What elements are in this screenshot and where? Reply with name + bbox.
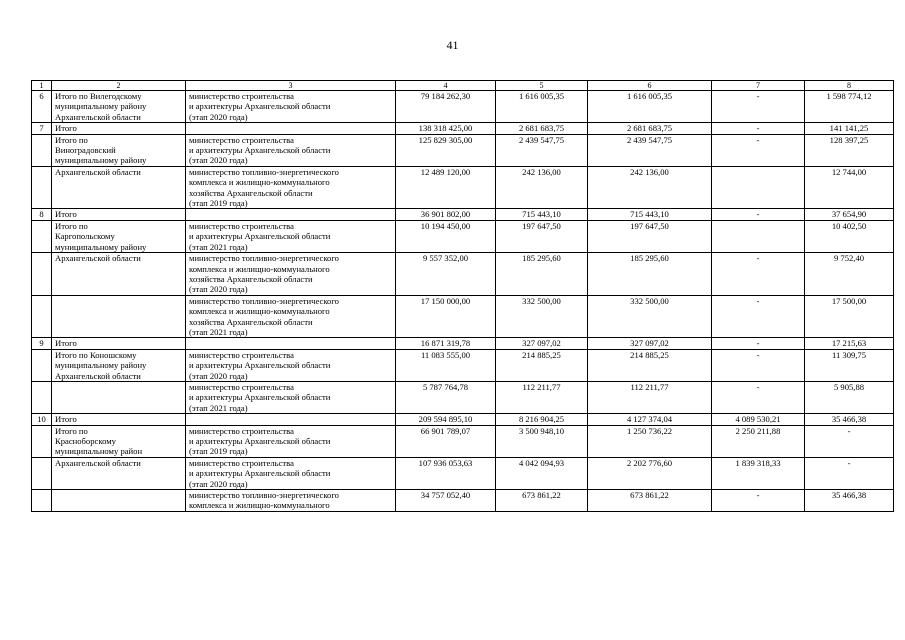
local-cell: 10 402,50	[805, 220, 894, 252]
federal-cell: 4 089 530,21	[712, 414, 805, 425]
total-cell: 125 829 305,00	[396, 134, 496, 166]
budget-cell: 8 216 904,25	[496, 414, 588, 425]
row-number-cell	[32, 134, 52, 166]
table-row	[32, 414, 894, 425]
local-cell: 141 141,25	[805, 123, 894, 134]
row-number-cell	[32, 381, 52, 413]
municipality-cell: Архангельской области	[52, 457, 186, 489]
municipality-cell: Итого по Виноградовский муниципальному району	[52, 134, 186, 166]
federal-cell: -	[712, 490, 805, 512]
total-cell: 12 489 120,00	[396, 166, 496, 209]
municipality-cell: Итого по Каргопольскому муниципальному району	[52, 220, 186, 252]
table-row	[32, 338, 894, 349]
row-number-cell	[32, 253, 52, 296]
page-number: 41	[446, 38, 459, 52]
budget-cell: 715 443,10	[496, 209, 588, 220]
federal-cell: -	[712, 91, 805, 123]
header-cell: 4	[396, 81, 496, 91]
municipality-cell: Итого	[52, 338, 186, 349]
budget-cell: 112 211,77	[496, 381, 588, 413]
budget-cell: 2 681 683,75	[496, 123, 588, 134]
total-cell: 17 150 000,00	[396, 295, 496, 338]
local-cell: 1 598 774,12	[805, 91, 894, 123]
budget-cell: 4 042 094,93	[496, 457, 588, 489]
row-number-cell: 7	[32, 123, 52, 134]
ministry-cell: министерство топливно-энергетического комплекса и жилищно-коммунального хозяйства Архангельской области (этап 2020 года)	[186, 253, 396, 296]
ministry-cell: министерство строительства и архитектуры Архангельской области (этап 2020 года)	[186, 457, 396, 489]
row-number-cell	[32, 349, 52, 381]
row-number-cell	[32, 166, 52, 209]
budget-cell: 197 647,50	[496, 220, 588, 252]
budget-cell: 327 097,02	[496, 338, 588, 349]
row-number-cell	[32, 457, 52, 489]
local-cell: 37 654,90	[805, 209, 894, 220]
total-cell: 16 871 319,78	[396, 338, 496, 349]
municipality-cell: Итого	[52, 209, 186, 220]
regional-cell: 673 861,22	[588, 490, 712, 512]
budget-cell: 214 885,25	[496, 349, 588, 381]
local-cell: 128 397,25	[805, 134, 894, 166]
regional-cell: 715 443,10	[588, 209, 712, 220]
total-cell: 11 083 555,00	[396, 349, 496, 381]
federal-cell: -	[712, 123, 805, 134]
local-cell: 17 500,00	[805, 295, 894, 338]
federal-cell: -	[712, 381, 805, 413]
table-row	[32, 123, 894, 134]
total-cell: 36 901 802,00	[396, 209, 496, 220]
regional-cell: 185 295,60	[588, 253, 712, 296]
regional-cell: 112 211,77	[588, 381, 712, 413]
table-row	[32, 425, 894, 457]
ministry-cell: министерство строительства и архитектуры Архангельской области (этап 2021 года)	[186, 381, 396, 413]
regional-cell: 332 500,00	[588, 295, 712, 338]
ministry-cell: министерство строительства и архитектуры Архангельской области (этап 2021 года)	[186, 220, 396, 252]
header-cell: 1	[32, 81, 52, 91]
municipality-cell: Архангельской области	[52, 253, 186, 296]
row-number-cell: 10	[32, 414, 52, 425]
header-cell: 8	[805, 81, 894, 91]
local-cell: 9 752,40	[805, 253, 894, 296]
ministry-cell: министерство топливно-энергетического комплекса и жилищно-коммунального	[186, 490, 396, 512]
budget-cell: 2 439 547,75	[496, 134, 588, 166]
header-cell: 7	[712, 81, 805, 91]
local-cell: 17 215,63	[805, 338, 894, 349]
ministry-cell	[186, 209, 396, 220]
row-number-cell: 6	[32, 91, 52, 123]
federal-cell: -	[712, 253, 805, 296]
regional-cell: 327 097,02	[588, 338, 712, 349]
row-number-cell	[32, 220, 52, 252]
municipality-cell: Итого по Коношскому муниципальному району Архангельской области	[52, 349, 186, 381]
regional-cell: 2 202 776,60	[588, 457, 712, 489]
table-row	[32, 220, 894, 252]
row-number-cell: 8	[32, 209, 52, 220]
ministry-cell: министерство топливно-энергетического комплекса и жилищно-коммунального хозяйства Архангельской области (этап 2021 года)	[186, 295, 396, 338]
federal-cell	[712, 220, 805, 252]
regional-cell: 2 439 547,75	[588, 134, 712, 166]
budget-cell: 673 861,22	[496, 490, 588, 512]
federal-cell: -	[712, 349, 805, 381]
ministry-cell	[186, 338, 396, 349]
local-cell: -	[805, 425, 894, 457]
ministry-cell: министерство строительства и архитектуры Архангельской области (этап 2020 года)	[186, 349, 396, 381]
total-cell: 209 594 895,10	[396, 414, 496, 425]
local-cell: 12 744,00	[805, 166, 894, 209]
table-row	[32, 209, 894, 220]
ministry-cell: министерство строительства и архитектуры Архангельской области (этап 2019 года)	[186, 425, 396, 457]
header-cell: 5	[496, 81, 588, 91]
total-cell: 10 194 450,00	[396, 220, 496, 252]
ministry-cell: министерство строительства и архитектуры Архангельской области (этап 2020 года)	[186, 91, 396, 123]
federal-cell: -	[712, 134, 805, 166]
federal-cell: -	[712, 295, 805, 338]
total-cell: 66 901 789,07	[396, 425, 496, 457]
municipality-cell	[52, 490, 186, 512]
regional-cell: 1 616 005,35	[588, 91, 712, 123]
total-cell: 9 557 352,00	[396, 253, 496, 296]
municipality-cell	[52, 381, 186, 413]
federal-cell: -	[712, 209, 805, 220]
regional-cell: 2 681 683,75	[588, 123, 712, 134]
federal-cell: -	[712, 338, 805, 349]
table-row	[32, 381, 894, 413]
row-number-cell	[32, 295, 52, 338]
local-cell: -	[805, 457, 894, 489]
total-cell: 138 318 425,00	[396, 123, 496, 134]
regional-cell: 214 885,25	[588, 349, 712, 381]
table-header-row	[32, 81, 894, 91]
header-cell: 3	[186, 81, 396, 91]
municipality-cell: Итого	[52, 123, 186, 134]
ministry-cell	[186, 414, 396, 425]
table-row	[32, 166, 894, 209]
table-row	[32, 349, 894, 381]
municipality-cell: Итого по Вилегодскому муниципальному району Архангельской области	[52, 91, 186, 123]
total-cell: 5 787 764,78	[396, 381, 496, 413]
municipality-cell: Архангельской области	[52, 166, 186, 209]
table-row	[32, 253, 894, 296]
budget-table	[31, 80, 894, 512]
table-row	[32, 457, 894, 489]
row-number-cell: 9	[32, 338, 52, 349]
budget-cell: 242 136,00	[496, 166, 588, 209]
budget-cell: 185 295,60	[496, 253, 588, 296]
regional-cell: 1 250 736,22	[588, 425, 712, 457]
table-row	[32, 134, 894, 166]
total-cell: 34 757 052,40	[396, 490, 496, 512]
federal-cell: 2 250 211,88	[712, 425, 805, 457]
total-cell: 107 936 053,63	[396, 457, 496, 489]
federal-cell	[712, 166, 805, 209]
table-row	[32, 91, 894, 123]
regional-cell: 197 647,50	[588, 220, 712, 252]
local-cell: 11 309,75	[805, 349, 894, 381]
header-cell: 6	[588, 81, 712, 91]
local-cell: 5 905,88	[805, 381, 894, 413]
local-cell: 35 466,38	[805, 414, 894, 425]
header-cell: 2	[52, 81, 186, 91]
municipality-cell: Итого	[52, 414, 186, 425]
ministry-cell	[186, 123, 396, 134]
row-number-cell	[32, 425, 52, 457]
regional-cell: 4 127 374,04	[588, 414, 712, 425]
ministry-cell: министерство топливно-энергетического комплекса и жилищно-коммунального хозяйства Архангельской области (этап 2019 года)	[186, 166, 396, 209]
total-cell: 79 184 262,30	[396, 91, 496, 123]
budget-cell: 332 500,00	[496, 295, 588, 338]
budget-cell: 1 616 005,35	[496, 91, 588, 123]
ministry-cell: министерство строительства и архитектуры Архангельской области (этап 2020 года)	[186, 134, 396, 166]
regional-cell: 242 136,00	[588, 166, 712, 209]
municipality-cell: Итого по Красноборскому муниципальному район	[52, 425, 186, 457]
table-row	[32, 490, 894, 512]
municipality-cell	[52, 295, 186, 338]
local-cell: 35 466,38	[805, 490, 894, 512]
budget-cell: 3 500 948,10	[496, 425, 588, 457]
row-number-cell	[32, 490, 52, 512]
table-row	[32, 295, 894, 338]
federal-cell: 1 839 318,33	[712, 457, 805, 489]
